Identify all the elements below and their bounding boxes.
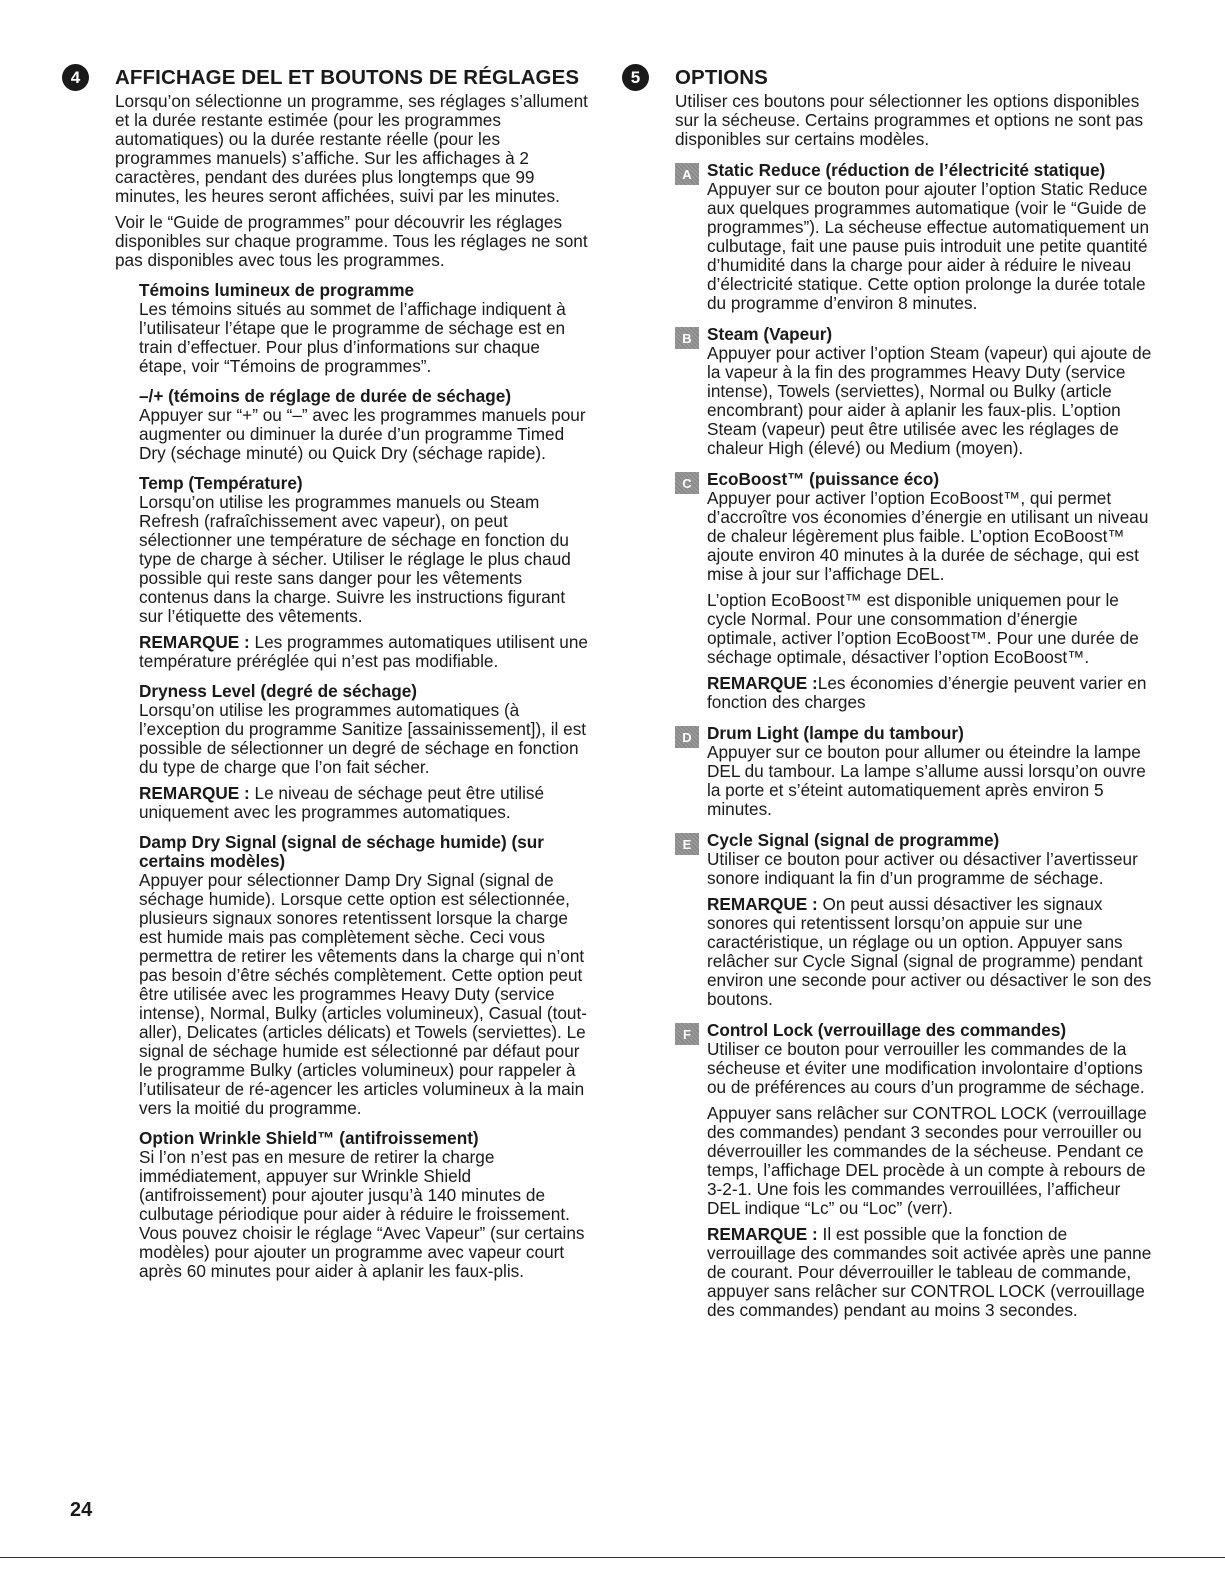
option-body: Appuyer pour activer l’option EcoBoost™, qui permet d’accroître vos économies d’énergie en utilisant un niveau de chaleur légèrement plus faible. L’option EcoBoost™ ajoute environ 40 minutes à la durée de séchage, qui est mise à jour sur l’affichage DEL.	[707, 488, 1149, 584]
option-control-lock	[683, 1020, 1152, 1320]
subsection-heading: Temp (Température)	[139, 473, 303, 493]
note-label: REMARQUE :	[139, 632, 250, 652]
option-body: Appuyer sans relâcher sur CONTROL LOCK (verrouillage des commandes) pendant 3 secondes pour verrouiller ou déverrouiller les commandes de la sécheuse. Pendant ce temps, l’affichage DEL procède à un compte à rebours de 3-2-1. Une fois les commandes verrouillées, l’afficheur DEL indique “Lc” ou “Loc” (verr).	[707, 1103, 1147, 1218]
option-static-reduce	[682, 160, 1152, 313]
subsection-body: Les témoins situés au sommet de l’affichage indiquent à l’utilisateur l’étape que le programme de séchage est en train d’effectuer. Pour plus d’informations sur chaque étape, voir “Témoins de programmes”.	[139, 299, 566, 376]
option-heading: Static Reduce (réduction de l’électricité statique)	[707, 160, 1106, 180]
option-ecoboost	[682, 469, 1152, 712]
subsection-cycle-status-lights	[139, 281, 592, 376]
subsection-heading: Option Wrinkle Shield™ (antifroissement)	[139, 1128, 479, 1148]
section-options	[622, 64, 1152, 1320]
option-body: Utiliser ce bouton pour verrouiller les commandes de la sécheuse et éviter une modification involontaire d’options ou de préférences au cours d’un programme de séchage.	[707, 1039, 1145, 1097]
subsection-heading: Damp Dry Signal (signal de séchage humide) (sur certains modèles)	[139, 832, 544, 871]
intro-paragraph: Utiliser ces boutons pour sélectionner les options disponibles sur la sécheuse. Certains programmes et options ne sont pas disponibles sur certains modèles.	[675, 91, 1144, 149]
option-body: L’option EcoBoost™ est disponible uniquemen pour le cycle Normal. Pour une consommation d’énergie optimale, activer l’option EcoBoost™. Pour une durée de séchage optimale, désactiver l’option EcoBoost™.	[707, 590, 1139, 667]
option-body: Appuyer pour activer l’option Steam (vapeur) qui ajoute de la vapeur à la fin des programmes Heavy Duty (service intense), Towels (serviettes), Normal ou Bulky (article encombrant) pour aider à aplanir les faux-plis. L’option Steam (vapeur) peut être utilisée avec les réglages de chaleur High (élevé) ou Medium (moyen).	[707, 343, 1152, 458]
option-heading: EcoBoost™ (puissance éco)	[707, 469, 940, 489]
note-text: On peut aussi désactiver les signaux sonores qui retentissent lorsqu’on appuie sur une caractéristique, un réglage ou un option. Appuyer sans relâcher sur Cycle Signal (signal de programme) pendant environ une seconde pour activer ou désactiver le son des boutons.	[707, 894, 1152, 1009]
subsection-body: Lorsqu’on utilise les programmes automatiques (à l’exception du programme Sanitize [assainissement]), il est possible de sélectionner un degré de séchage en fonction du type de charge que l’on fait sécher.	[139, 700, 587, 777]
intro-paragraph: Lorsqu’on sélectionne un programme, ses réglages s’allument et la durée restante estimée (pour les programmes automatiques) ou la durée restante réelle (pour les programmes manuels) s’affiche. Sur les affichages à 2 caractères, pendant des durées plus longtemps que 99 minutes, les heures seront affichées, suivi par les minutes.	[115, 91, 588, 206]
section-number-badge: 4	[62, 64, 89, 91]
note	[707, 674, 1152, 712]
subsection-time-adjust	[139, 387, 592, 463]
option-heading: Cycle Signal (signal de programme)	[707, 830, 1000, 850]
subsection-heading: –/+ (témoins de réglage de durée de séchage)	[139, 386, 512, 406]
subsection-heading: Dryness Level (degré de séchage)	[139, 681, 417, 701]
subsection-damp-dry-signal	[139, 833, 592, 1118]
option-letter-badge: C	[675, 472, 699, 494]
note-text: Les programmes automatiques utilisent une température préréglée qui n’est pas modifiable.	[139, 632, 588, 671]
option-heading: Steam (Vapeur)	[707, 324, 833, 344]
option-letter-badge: B	[675, 327, 699, 349]
subsection-body: Appuyer sur “+” ou “–” avec les programmes manuels pour augmenter ou diminuer la durée d’un programme Timed Dry (séchage minuté) ou Quick Dry (séchage rapide).	[139, 405, 586, 463]
section-header	[622, 64, 1152, 91]
note-label: REMARQUE :	[707, 1224, 818, 1244]
section-display-and-settings	[62, 64, 592, 1281]
note-label: REMARQUE :	[707, 673, 818, 693]
option-letter-badge: F	[675, 1023, 699, 1045]
intro-paragraph: Voir le “Guide de programmes” pour découvrir les réglages disponibles sur chaque programme. Tous les réglages ne sont pas disponibles avec tous les programmes.	[115, 212, 588, 270]
note-label: REMARQUE :	[139, 783, 250, 803]
option-cycle-signal	[682, 830, 1152, 1009]
section-title: AFFICHAGE DEL ET BOUTONS DE RÉGLAGES	[115, 65, 580, 89]
option-heading: Control Lock (verrouillage des commandes)	[707, 1020, 1067, 1040]
note-label: REMARQUE :	[707, 894, 818, 914]
page-number: 24	[70, 1499, 93, 1521]
note-text: Les économies d’énergie peuvent varier en fonction des charges	[707, 673, 1147, 712]
section-header	[62, 64, 592, 91]
subsection-heading: Témoins lumineux de programme	[139, 280, 415, 300]
option-letter-badge: E	[675, 833, 699, 855]
option-body: Appuyer sur ce bouton pour allumer ou éteindre la lampe DEL du tambour. La lampe s’allume aussi lorsqu’on ouvre la porte et s’éteint automatiquement après environ 5 minutes.	[707, 742, 1146, 819]
section-number-badge: 5	[622, 64, 649, 91]
option-body: Appuyer sur ce bouton pour ajouter l’option Static Reduce aux quelques programmes automatique (voir le “Guide de programmes”). La sécheuse effectue automatiquement un culbutage, fait une pause puis introduit une petite quantité d’humidité dans la charge pour aider à réduire le niveau d’électricité statique. Cette option prolonge la durée totale du programme d’environ 8 minutes.	[707, 179, 1150, 313]
subsection-body: Si l’on n’est pas en mesure de retirer la charge immédiatement, appuyer sur Wrinkle Shield (antifroissement) pour ajouter jusqu’à 140 minutes de culbutage périodique pour aider à réduire le froissement. Vous pouvez choisir le réglage “Avec Vapeur” (sur certains modèles) pour ajouter un programme avec vapeur court après 60 minutes pour aider à aplanir les faux-plis.	[139, 1147, 585, 1281]
option-drum-light	[682, 723, 1152, 819]
subsection-body: Appuyer pour sélectionner Damp Dry Signal (signal de séchage humide). Lorsque cette option est sélectionnée, plusieurs signaux sonores retentissent lorsque la charge est humide mais pas complètement sèche. Ceci vous permettra de retirer les vêtements dans la charge qui n’ont pas besoin d’être séchés complètement. Cette option peut être utilisée avec les programmes Heavy Duty (service intense), Normal, Bulky (articles volumineux), Casual (tout-aller), Delicates (articles délicats) et Towels (serviettes). Le signal de séchage humide est sélectionné par défaut pour le programme Bulky (articles volumineux) pour rappeler à l’utilisateur de ré-agencer les articles volumineux à la main vers la moitié du programme.	[139, 870, 587, 1118]
note-text: Il est possible que la fonction de verrouillage des commandes soit activée après une panne de courant. Pour déverrouiller le tableau de commande, appuyer sans relâcher sur CONTROL LOCK (verrouillage des commandes) pendant au moins 3 secondes.	[707, 1224, 1152, 1320]
section-title: OPTIONS	[675, 65, 768, 89]
subsection-wrinkle-shield	[139, 1129, 592, 1281]
note-text: Le niveau de séchage peut être utilisé uniquement avec les programmes automatiques.	[139, 783, 545, 822]
note	[707, 1225, 1152, 1320]
subsection-body: Lorsqu’on utilise les programmes manuels ou Steam Refresh (rafraîchissement avec vapeur), on peut sélectionner une température de séchage en fonction du type de charge à sécher. Utiliser le réglage le plus chaud possible qui reste sans danger pour les vêtements contenus dans la charge. Suivre les instructions figurant sur l’étiquette des vêtements.	[139, 492, 571, 626]
option-steam	[682, 324, 1152, 458]
option-heading: Drum Light (lampe du tambour)	[707, 723, 964, 743]
option-letter-badge: A	[675, 163, 699, 185]
note	[139, 784, 592, 822]
subsection-dryness-level	[139, 682, 592, 822]
subsection-temp	[139, 474, 592, 671]
note	[707, 895, 1152, 1009]
option-letter-badge: D	[675, 726, 699, 748]
option-body: Utiliser ce bouton pour activer ou désactiver l’avertisseur sonore indiquant la fin d’un programme de séchage.	[707, 849, 1138, 888]
bottom-divider	[0, 1557, 1225, 1558]
note	[139, 633, 592, 671]
